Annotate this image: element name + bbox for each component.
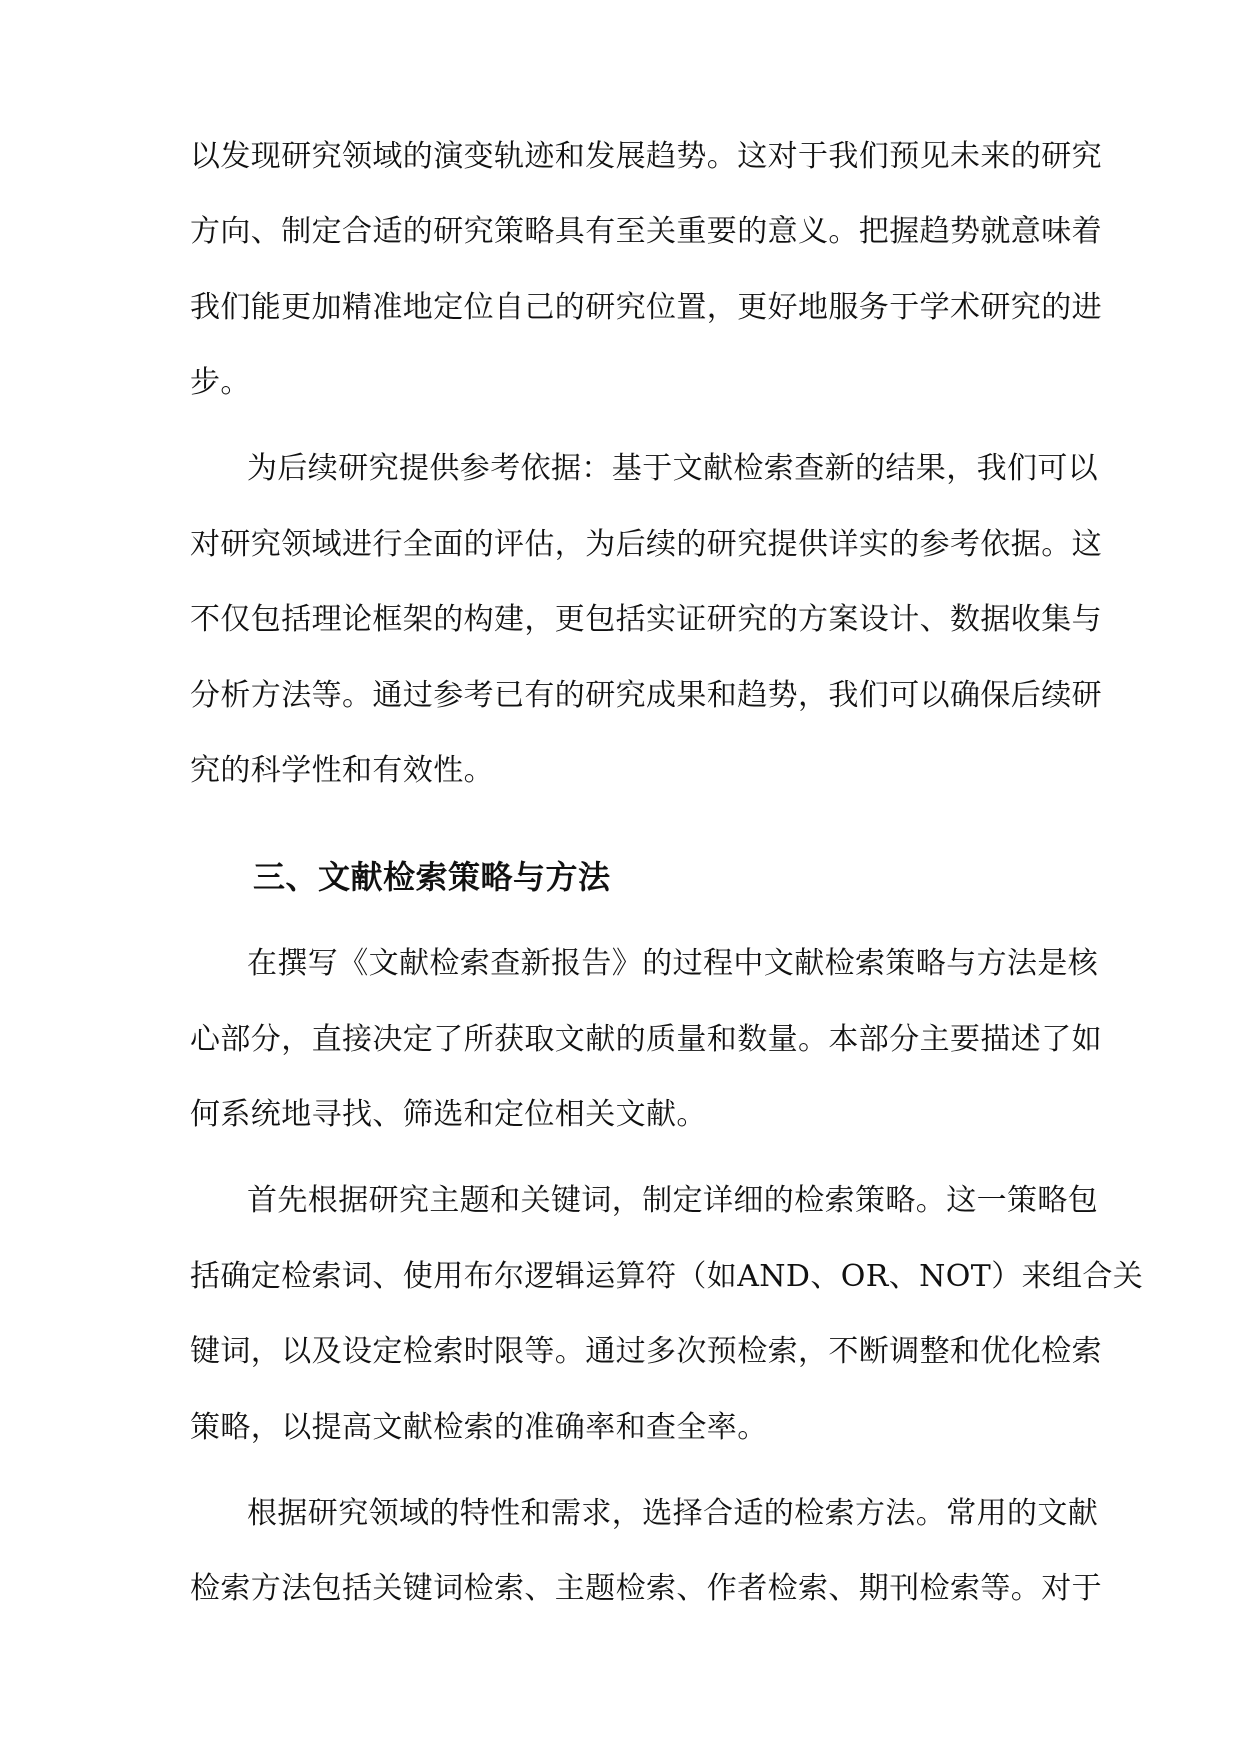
- paragraph-line: 为后续研究提供参考依据：基于文献检索查新的结果，我们可以: [247, 451, 1099, 486]
- paragraph-line: 分析方法等。通过参考已有的研究成果和趋势，我们可以确保后续研: [190, 678, 1102, 713]
- section-heading: 三、文献检索策略与方法: [253, 858, 611, 896]
- paragraph-line: 心部分，直接决定了所获取文献的质量和数量。本部分主要描述了如: [190, 1022, 1102, 1057]
- paragraph-line: 究的科学性和有效性。: [190, 753, 494, 788]
- paragraph-line: 以发现研究领域的演变轨迹和发展趋势。这对于我们预见未来的研究: [190, 139, 1102, 174]
- paragraph-line: 我们能更加精准地定位自己的研究位置，更好地服务于学术研究的进: [190, 290, 1102, 325]
- paragraph-line: 键词，以及设定检索时限等。通过多次预检索，不断调整和优化检索: [190, 1334, 1102, 1369]
- paragraph-line: 首先根据研究主题和关键词，制定详细的检索策略。这一策略包: [247, 1183, 1099, 1218]
- paragraph-line: 在撰写《文献检索查新报告》的过程中文献检索策略与方法是核: [247, 946, 1099, 981]
- paragraph-line: 方向、制定合适的研究策略具有至关重要的意义。把握趋势就意味着: [190, 214, 1102, 249]
- paragraph-line: 策略，以提高文献检索的准确率和查全率。: [190, 1410, 768, 1445]
- paragraph-line: 不仅包括理论框架的构建，更包括实证研究的方案设计、数据收集与: [190, 602, 1102, 637]
- paragraph-line: 何系统地寻找、筛选和定位相关文献。: [190, 1097, 707, 1132]
- paragraph-line: 对研究领域进行全面的评估，为后续的研究提供详实的参考依据。这: [190, 527, 1102, 562]
- paragraph-line: 括确定检索词、使用布尔逻辑运算符（如AND、OR、NOT）来组合关: [190, 1259, 1144, 1294]
- paragraph-line: 步。: [190, 365, 251, 400]
- paragraph-line: 检索方法包括关键词检索、主题检索、作者检索、期刊检索等。对于: [190, 1571, 1102, 1606]
- paragraph-line: 根据研究领域的特性和需求，选择合适的检索方法。常用的文献: [247, 1496, 1099, 1531]
